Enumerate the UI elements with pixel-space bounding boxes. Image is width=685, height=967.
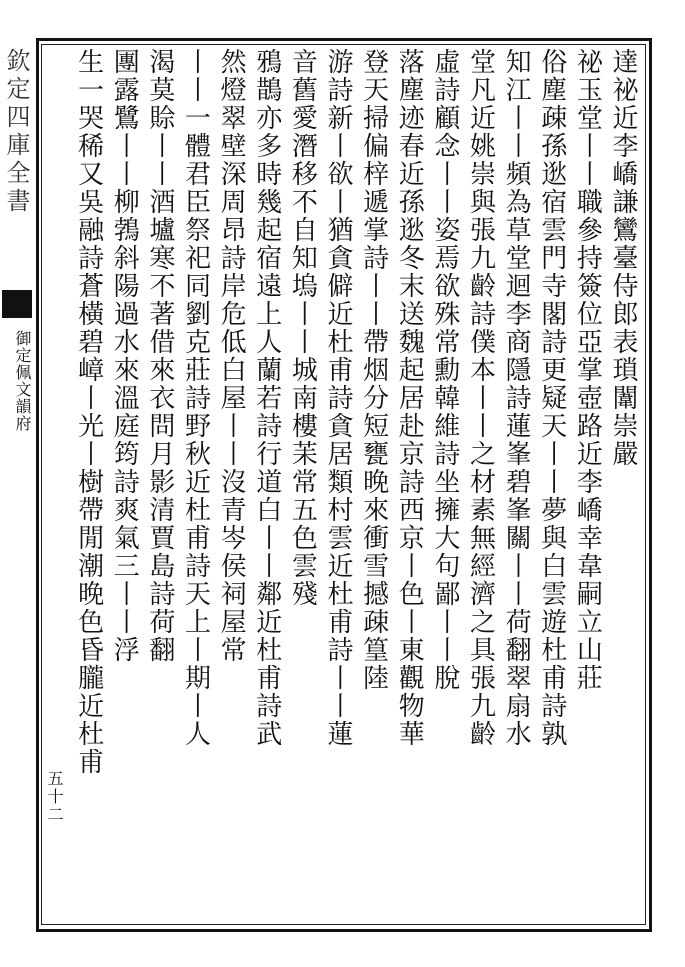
text-column: 生一哭稀又吳融詩蒼橫碧嶂丨光丨樹帶閒潮晚色昏朧近杜甫 [73,48,104,776]
text-column: 知江丨丨頻為草堂迴李商隱詩蓮峯碧峯關丨丨荷翻翠扇水 [501,48,532,748]
fishtail-mark [2,290,32,318]
text-column: 落塵迹春近孫逖冬末送魏起居赴京詩西京丨色丨東觀物華 [394,48,425,748]
text-column: 團露鷺丨丨柳鵓斜陽過水來溫庭筠詩爽氣三丨丨浮 [109,48,140,664]
text-column: 達祕近李嶠謙鸞臺侍郎表瑣闈崇嚴 [608,48,638,468]
text-column: 登天掃偏梓遞掌詩丨丨帶烟分短甕晚來衝雪撼疎篁陸 [358,48,389,692]
text-column: 游詩新丨欲丨猶貪僻近杜甫詩貪居類村雲近杜甫詩丨丨蓮 [323,48,353,748]
margin-series-title: 欽定四庫全書 [2,48,30,216]
text-column: 渴莫賒丨丨酒壚寒不著借來衣問月影清賈島詩荷翻 [144,48,175,664]
page-number: 五十二 [45,770,64,824]
text-column: 虛詩顧念丨丨姿焉欲殊常勳韓維詩坐擁大句鄙丨丨脫 [429,48,460,692]
text-column: 然燈翠壁深周昂詩岸危低白屋丨丨沒青岑侯祠屋常 [216,48,247,664]
text-column: 祕玉堂丨丨職參持簽位亞掌壺路近李嶠幸韋嗣立山莊 [572,48,603,692]
text-column: 堂凡近姚崇與張九齡詩僕本丨丨之材素無經濟之具張九齡 [465,48,496,748]
margin-book-title: 御定佩文韻府 [13,330,32,432]
text-column: 俗塵疎孫逖宿雲門寺閣詩更疑天丨丨夢與白雲遊杜甫詩孰 [536,48,567,748]
text-column: 鴉鵲亦多時幾起宿遠上人蘭若詩行道白丨丨鄰近杜甫詩武 [251,48,282,748]
text-column: 丨丨一體君臣祭祀同劉克莊詩野秋近杜甫詩天上丨期丨人 [180,48,211,748]
text-body [70,48,640,918]
text-column: 音舊愛潛移不自知塢丨丨城南樓苿常五色雲殘 [287,48,318,608]
